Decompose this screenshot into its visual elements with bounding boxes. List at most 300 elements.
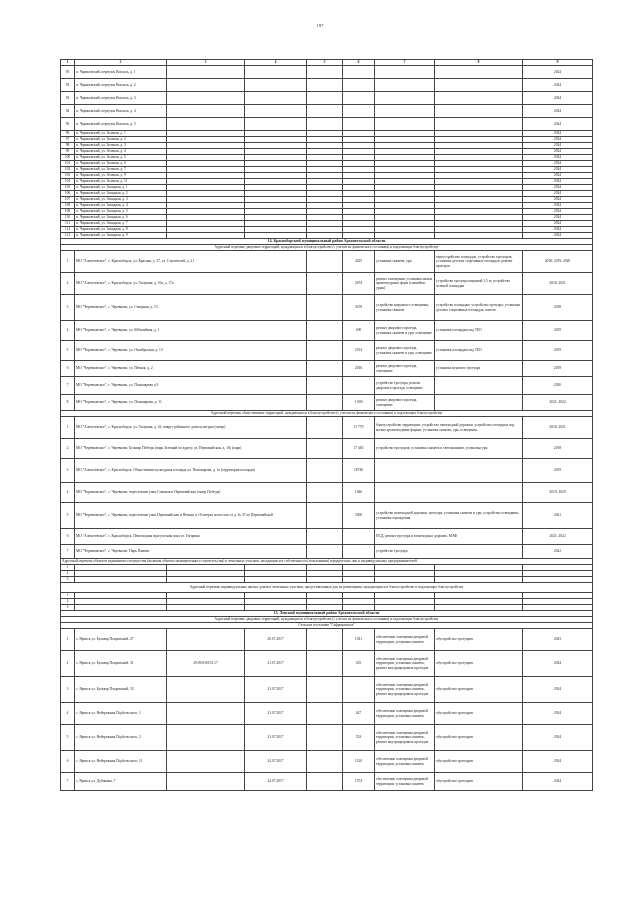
empty-cell [307, 417, 343, 439]
page-number: 197 [316, 23, 324, 28]
work-cell: переустройство площадок, устройство тротуаров, установка детских спортивных площадок, ремонт проездов [435, 251, 523, 273]
address-cell: п. Чариковский, ул. Западная, д. 9 [75, 233, 167, 239]
row-number: 94 [61, 105, 75, 118]
work-cell: обустройство тротуаров [435, 703, 523, 725]
row-number: 1 [61, 593, 75, 599]
row-number: 5 [61, 341, 75, 361]
cadastral-cell [167, 773, 245, 791]
column-header: 6 [343, 60, 375, 66]
year-cell: 2024 [523, 751, 593, 773]
row-number: 107 [61, 197, 75, 203]
section-subtitle-text: Адресный перечень индивидуальных жилых домов и земельных участков, предоставленных для их размещения, нуждающихся в благоустройстве и подлежащих благоустройству [61, 583, 593, 593]
area-cell: 435 [343, 651, 375, 677]
year-cell: 2024 [523, 155, 593, 161]
year-cell: 2023 [523, 629, 593, 651]
table-row [61, 751, 593, 773]
row-number: 3 [61, 605, 75, 611]
work-cell [435, 377, 523, 395]
column-header: 8 [435, 60, 523, 66]
empty-cell [307, 651, 343, 677]
work-cell [375, 459, 523, 483]
date-cell: 24.07.2017 [245, 773, 307, 791]
year-cell: 2024 [523, 92, 593, 105]
work-cell: обустройство тротуаров [435, 629, 523, 651]
empty-cell [307, 92, 343, 105]
table-row [61, 483, 593, 503]
empty-cell [167, 105, 245, 118]
work-cell: обустройство тротуаров [435, 725, 523, 751]
year-cell: 2019; 2020 [523, 483, 593, 503]
area-cell [343, 377, 375, 395]
year-cell: 2024 [523, 215, 593, 221]
work-cell: ремонт дворового проезда, освещение [375, 361, 435, 377]
section-subtitle-text: Адресный перечень дворовых территорий, нуждающихся в благоустройстве (с учетом их физического состояния) и подлежащих благоустройству [61, 245, 593, 251]
year-cell: 2024 [523, 191, 593, 197]
empty-cell [307, 341, 343, 361]
work-cell: ремонт дворового проезда, установка скамеек и урн, освещение [375, 341, 435, 361]
year-cell: 2024 [523, 149, 593, 155]
row-number: 95 [61, 66, 75, 79]
empty-cell [245, 66, 307, 79]
row-number: 2 [61, 651, 75, 677]
empty-cell [167, 118, 245, 131]
table-row [61, 341, 593, 361]
year-cell: 2024 [523, 118, 593, 131]
address-cell: с. Яренск ул. Бульвар Покровский, 27 [75, 629, 167, 651]
empty-cell [245, 92, 307, 105]
empty-cell [343, 92, 375, 105]
empty-cell [167, 66, 245, 79]
year-cell: 2018; 2019; 2020 [523, 251, 593, 273]
empty-cell [435, 92, 523, 105]
address-cell: п. Чариковский, переулок Вокзаль, д. 2 [75, 79, 167, 92]
row-number: 113 [61, 233, 75, 239]
year-cell: 2019 [523, 341, 593, 361]
address-cell: МО "Черевковское", с. Черевково, пересечение улиц Первомайская и Печная, в 10 метрах на восток от д. № 37 по Первомайской [75, 503, 307, 529]
address-cell: п. Чариковский, ул. Зеленая, д. 11 [75, 179, 167, 185]
address-cell: МО "Черевковское", с. Черевково, ул. Октябрьская, д. 13 [75, 341, 307, 361]
empty-cell [435, 118, 523, 131]
empty-cell [343, 118, 375, 131]
work-cell [435, 395, 523, 411]
row-number: 92 [61, 79, 75, 92]
row-number: 6 [61, 529, 75, 545]
address-cell: п. Чариковский, переулок Вокзаль, д. 5 [75, 118, 167, 131]
address-cell: п. Чариковский, переулок Вокзаль, д. 4 [75, 105, 167, 118]
year-cell: 2019 [523, 459, 593, 483]
empty-cell [307, 677, 343, 703]
row-number: 3 [61, 577, 75, 583]
year-cell: 2024 [523, 66, 593, 79]
table-row [61, 79, 593, 92]
table-row [61, 105, 593, 118]
table-row [61, 417, 593, 439]
row-number: 103 [61, 173, 75, 179]
year-cell: 2024 [523, 137, 593, 143]
area-cell: 1921 [343, 629, 375, 651]
empty-cell [245, 79, 307, 92]
empty-cell [307, 321, 343, 341]
empty-cell [307, 377, 343, 395]
area-cell [343, 677, 375, 703]
address-cell: п. Чариковский, ул. Западная, д. 4 [75, 203, 167, 209]
empty-cell [375, 79, 435, 92]
row-number: 7 [61, 545, 75, 559]
empty-cell [307, 66, 343, 79]
row-number: 95 [61, 118, 75, 131]
row-number: 102 [61, 167, 75, 173]
work-cell: обеспечение освещения дворовой территории, установка скамеек, ремонт внутридворовых проездов [375, 651, 435, 677]
year-cell: 2024 [523, 179, 593, 185]
area-cell: 400 [343, 321, 375, 341]
document-table-wrapper [60, 59, 592, 791]
empty-cell [307, 439, 343, 459]
table-row [61, 677, 593, 703]
row-number: 2 [61, 273, 75, 295]
year-cell: 2024 [523, 773, 593, 791]
work-cell: обустройство тротуаров [435, 651, 523, 677]
cadastral-cell [167, 725, 245, 751]
address-cell: п. Чариковский, ул. Зеленая, д. 3 [75, 143, 167, 149]
row-number: 1 [61, 251, 75, 273]
work-cell: устройство площадки; устройство тротуара; установка детских спортивных площадок, качели [435, 295, 523, 321]
row-number: 106 [61, 191, 75, 197]
area-cell: 18746 [343, 459, 375, 483]
empty-cell [307, 273, 343, 295]
work-cell: обеспечение освещения дворовой территории, установка скамеек [375, 773, 435, 791]
work-cell: устройство тротуара [375, 545, 523, 559]
area-cell: 11 770 [343, 417, 375, 439]
table-row [61, 629, 593, 651]
area-cell: 2016 [343, 361, 375, 377]
empty-cell [307, 725, 343, 751]
empty-cell [375, 105, 435, 118]
year-cell: 2018; 2021 [523, 273, 593, 295]
year-cell: 2019 [523, 321, 593, 341]
address-cell: п. Чариковский, ул. Зеленая, д. 5 [75, 155, 167, 161]
work-cell: ремонт дворового проезда, установка скамеек и урн, освещение [375, 321, 435, 341]
empty-cell [343, 79, 375, 92]
address-cell: МО "Черевковское", с. Черевково, ул. Пономарева, д. 11 [75, 395, 307, 411]
address-cell: МО "Черевковское", с. Черевково, ул. Юбилейная, д. 1 [75, 321, 307, 341]
table-row [61, 529, 593, 545]
row-number: 4 [61, 703, 75, 725]
row-number: 97 [61, 137, 75, 143]
work-cell: обустройство тротуаров [435, 773, 523, 791]
address-cell: п. Чариковский, ул. Западная, д. 5 [75, 209, 167, 215]
empty-cell [375, 66, 435, 79]
table-body [61, 60, 593, 791]
area-cell: 17 463 [343, 439, 375, 459]
address-cell: МО "Черевковское", с. Черевково, ул. Северная, д. 13 [75, 295, 307, 321]
table-row [61, 725, 593, 751]
empty-cell [307, 395, 343, 411]
cadastral-cell: 29:09:030101:17 [167, 651, 245, 677]
work-cell: устройство тротуара шириной 1,5 м; устройство зеленой площадки [435, 273, 523, 295]
row-number: 93 [61, 92, 75, 105]
table-row [61, 361, 593, 377]
row-number: 1 [61, 565, 75, 571]
address-cell: МО "Черевковское", с. Черевково, Парк Памяти [75, 545, 307, 559]
area-cell [343, 545, 375, 559]
area-cell: 447 [343, 703, 375, 725]
column-header: 3 [167, 60, 245, 66]
work-cell: устройство наружного освещения, установка скамеек [375, 295, 435, 321]
row-number: 4 [61, 321, 75, 341]
address-cell: п. Чариковский, переулок Вокзаль, д. 3 [75, 92, 167, 105]
table-row [61, 651, 593, 677]
empty-cell [343, 105, 375, 118]
date-cell: 21.07.2017 [245, 703, 307, 725]
area-cell: 533 [343, 725, 375, 751]
year-cell: 2022 [523, 545, 593, 559]
cadastral-cell [167, 751, 245, 773]
year-cell: 2024 [523, 651, 593, 677]
cadastral-cell [167, 629, 245, 651]
empty-cell [307, 118, 343, 131]
table-row [61, 295, 593, 321]
year-cell: 2021; 2022 [523, 395, 593, 411]
column-header: 9 [523, 60, 593, 66]
table-row [61, 773, 593, 791]
work-cell: обеспечение освещения дворовой территории, установка скамеек [375, 703, 435, 725]
empty-cell [307, 751, 343, 773]
empty-cell [307, 545, 343, 559]
address-cell: МО "Черевковское", с. Черевково, ул. Печная, д. 2 [75, 361, 307, 377]
row-number: 5 [61, 503, 75, 529]
address-cell: с. Яренск ул. Бульвар Покровский, 53 [75, 677, 167, 703]
column-header: 4 [245, 60, 307, 66]
row-number: 2 [61, 439, 75, 459]
year-cell: 2021 [523, 503, 593, 529]
address-cell: МО "Алексеевское", с. Красноборск, Общественно-культурная площадь ул. Пономарева, д. 1а (территория площади) [75, 459, 307, 483]
section-subtitle [61, 583, 593, 593]
address-cell: п. Чариковский, ул. Западная, д. 3 [75, 197, 167, 203]
section-subtitle-text: Адресный перечень общественных территорий, нуждающихся в благоустройстве (с учетом их физического состояния) и подлежащих благоустройству [61, 411, 593, 417]
row-number: 108 [61, 203, 75, 209]
empty-cell [307, 773, 343, 791]
address-cell: МО "Алексеевское", с. Красноборск, ул. Гагарина, д. 43, вокруг районного дома культуры (сквер) [75, 417, 307, 439]
address-cell: п. Чариковский, ул. Западная, д. 6 [75, 215, 167, 221]
date-cell: 21.07.2017 [245, 651, 307, 677]
table-row [61, 439, 593, 459]
table-row [61, 92, 593, 105]
year-cell: 2024 [523, 203, 593, 209]
row-number: 96 [61, 131, 75, 137]
empty-cell [245, 105, 307, 118]
work-cell: установка площадки под ТБО [435, 321, 523, 341]
year-cell: 2018 [523, 439, 593, 459]
date-cell: 21.07.2017 [245, 677, 307, 703]
address-cell: п. Чариковский, ул. Западная, д. 1 [75, 185, 167, 191]
area-cell: 4159 [343, 295, 375, 321]
row-number: 6 [61, 361, 75, 377]
address-cell: п. Чариковский, ул. Зеленая, д. 9 [75, 173, 167, 179]
empty-cell [307, 629, 343, 651]
column-header: 7 [375, 60, 435, 66]
work-cell: устройство тротуаров, установка скамеек и светильников, установка урн [375, 439, 523, 459]
empty-cell [245, 118, 307, 131]
row-number: 7 [61, 377, 75, 395]
address-cell: п. Чариковский, ул. Западная, д. 2 [75, 191, 167, 197]
row-number: 1 [61, 629, 75, 651]
table-row [61, 503, 593, 529]
table-row [61, 273, 593, 295]
row-number: 99 [61, 149, 75, 155]
address-cell: п. Чариковский, переулок Вокзаль, д. 1 [75, 66, 167, 79]
address-cell: п. Чариковский, ул. Зеленая, д. 2 [75, 137, 167, 143]
row-number: 112 [61, 227, 75, 233]
address-cell: п. Чариковский, ул. Зеленая, д. 4 [75, 149, 167, 155]
year-cell: 2024 [523, 227, 593, 233]
empty-cell [307, 503, 343, 529]
empty-cell [307, 295, 343, 321]
area-cell: 3300 [343, 503, 375, 529]
year-cell: 2024 [523, 143, 593, 149]
work-cell: ремонт освещения, установка малых архитектурных форм (скамейки, урны) [375, 273, 435, 295]
section-subtitle-text: Сельское поселение "Сафроновское" [61, 623, 593, 629]
year-cell: 2024 [523, 173, 593, 179]
work-cell: устройство пешеходной дорожки, тротуара, установка скамеек и урн, устройство освещения, установка ограждения [375, 503, 523, 529]
row-number: 109 [61, 209, 75, 215]
address-cell: МО "Алексеевское", с. Красноборск, Пешеходная прогулочная зона ул. Гагарина [75, 529, 307, 545]
year-cell: 2024 [523, 185, 593, 191]
address-cell: п. Чариковский, ул. Западная, д. 8 [75, 227, 167, 233]
date-cell: 21.07.2017 [245, 725, 307, 751]
section-title-text: 15. Ленский муниципальный район Архангельской области [61, 611, 593, 617]
table-row [61, 459, 593, 483]
area-cell: 1120 [343, 751, 375, 773]
empty-cell [307, 529, 343, 545]
work-cell: ПСД, ремонт тротуара и пешеходных дорожек, МАФ [375, 529, 523, 545]
empty-cell [307, 79, 343, 92]
section-subtitle-text: Адресный перечень дворовых территорий, нуждающихся в благоустройстве (с учетом их физического состояния) и подлежащих благоустройству [61, 617, 593, 623]
table-row [61, 118, 593, 131]
address-cell: п. Чариковский, ул. Зеленая, д. 1 [75, 131, 167, 137]
row-number: 3 [61, 677, 75, 703]
year-cell: 2024 [523, 167, 593, 173]
address-cell: с. Яренск ул. Набережная Подбельского, 2 [75, 725, 167, 751]
year-cell: 2018; 2021 [523, 417, 593, 439]
address-cell: п. Чариковский, ул. Зеленая, д. 7 [75, 167, 167, 173]
work-cell: установка скамеек, урн [375, 251, 435, 273]
cadastral-cell [167, 703, 245, 725]
area-cell: 1 000 [343, 395, 375, 411]
work-cell: ремонт дворового проезда, освещение [375, 395, 435, 411]
table-row [61, 321, 593, 341]
row-number: 110 [61, 215, 75, 221]
row-number: 6 [61, 751, 75, 773]
empty-cell [375, 118, 435, 131]
year-cell: 2020 [523, 377, 593, 395]
area-cell: 2514 [343, 341, 375, 361]
date-cell: 24.07.2017 [245, 751, 307, 773]
address-cell: с. Яренск ул. Дубинина, 7 [75, 773, 167, 791]
work-cell: установка площадки под ТБО [435, 341, 523, 361]
addresses-table [60, 59, 593, 791]
work-cell: обустройство тротуаров [435, 751, 523, 773]
work-cell: устройство тротуара; ремонт дворового проезда, освещение [375, 377, 435, 395]
address-cell: МО "Черевковское", с. Черевково, пересечение улиц Спичная и Первомайская (сквер Победы) [75, 483, 307, 503]
address-cell: МО "Алексеевское", с. Красноборск, ул. Гагарина, д. 16а, д. 17а [75, 273, 307, 295]
empty-cell [307, 483, 343, 503]
empty-cell [307, 703, 343, 725]
row-number: 2 [61, 599, 75, 605]
year-cell: 2024 [523, 677, 593, 703]
row-number: 4 [61, 483, 75, 503]
work-cell: установка игрового тротуара [435, 361, 523, 377]
section-subtitle-text: Адресный перечень объектов недвижимого имущества (включая объекты незавершенного строительства) и земельных участков, находящихся в собственности (пользовании) юридических лиц и индивидуальных предпринимателей [61, 559, 593, 565]
area-cell: 1646 [343, 483, 375, 503]
year-cell: 2024 [523, 161, 593, 167]
row-number: 105 [61, 185, 75, 191]
area-cell: 1574 [343, 773, 375, 791]
row-number: 3 [61, 295, 75, 321]
row-number: 3 [61, 459, 75, 483]
work-cell [375, 483, 523, 503]
row-number: 101 [61, 161, 75, 167]
table-row [61, 66, 593, 79]
row-number: 1 [61, 417, 75, 439]
work-cell: обеспечение освещения дворовой территории, установка скамеек, ремонт внутридворовых проездов [375, 677, 435, 703]
work-cell: обеспечение освещения дворовой территории, установка скамеек, ремонт внутридворовых проездов [375, 725, 435, 751]
address-cell: п. Чариковский, ул. Зеленая, д. 6 [75, 161, 167, 167]
column-header: 1 [61, 60, 75, 66]
table-row [61, 377, 593, 395]
row-number: 8 [61, 395, 75, 411]
year-cell: 2024 [523, 725, 593, 751]
row-number: 98 [61, 143, 75, 149]
area-cell: 4225 [343, 251, 375, 273]
empty-cell [435, 105, 523, 118]
work-cell: благоустройство территории: устройство пешеходной дорожки, устройство площадки под малые архитектурные формы, установка скамеек, урн, освещения [375, 417, 523, 439]
address-cell: МО "Черевковское", с. Черевково, Бульвар Победы (парк Зеленый по адресу ул. Первомайская, д. 16) (парк) [75, 439, 307, 459]
row-number: 104 [61, 179, 75, 185]
empty-cell [343, 66, 375, 79]
empty-cell [167, 79, 245, 92]
section-title-text: 14. Красноборский муниципальный район Архангельской области [61, 239, 593, 245]
address-cell: МО "Черевковское", с. Черевково, ул. Пономарева д.9 [75, 377, 307, 395]
date-cell: 20.07.2017 [245, 629, 307, 651]
empty-cell [375, 92, 435, 105]
row-number: 5 [61, 725, 75, 751]
row-number: 7 [61, 773, 75, 791]
address-cell: с. Яренск ул. Набережная Подбельского, 1 [75, 703, 167, 725]
empty-cell [307, 459, 343, 483]
area-cell [343, 529, 375, 545]
row-number: 100 [61, 155, 75, 161]
table-row [61, 395, 593, 411]
year-cell: 2021; 2022 [523, 529, 593, 545]
empty-cell [435, 66, 523, 79]
year-cell: 2024 [523, 209, 593, 215]
column-header: 2 [75, 60, 167, 66]
work-cell: обеспечение освещения дворовой территории, установка скамеек [375, 751, 435, 773]
year-cell: 2024 [523, 703, 593, 725]
address-cell: п. Чариковский, ул. Западная, д. 7 [75, 221, 167, 227]
column-header: 5 [307, 60, 343, 66]
address-cell: с. Яренск ул. Бульвар Покровский, 31 [75, 651, 167, 677]
empty-cell [307, 361, 343, 377]
row-number: 2 [61, 571, 75, 577]
address-cell: МО "Алексеевское", с. Красноборск, ул. Красная, д. 37, ул. Строителей, д. 21 [75, 251, 307, 273]
year-cell: 2024 [523, 197, 593, 203]
area-cell: 2674 [343, 273, 375, 295]
empty-cell [167, 92, 245, 105]
table-row [61, 545, 593, 559]
cadastral-cell [167, 677, 245, 703]
year-cell: 2018 [523, 295, 593, 321]
